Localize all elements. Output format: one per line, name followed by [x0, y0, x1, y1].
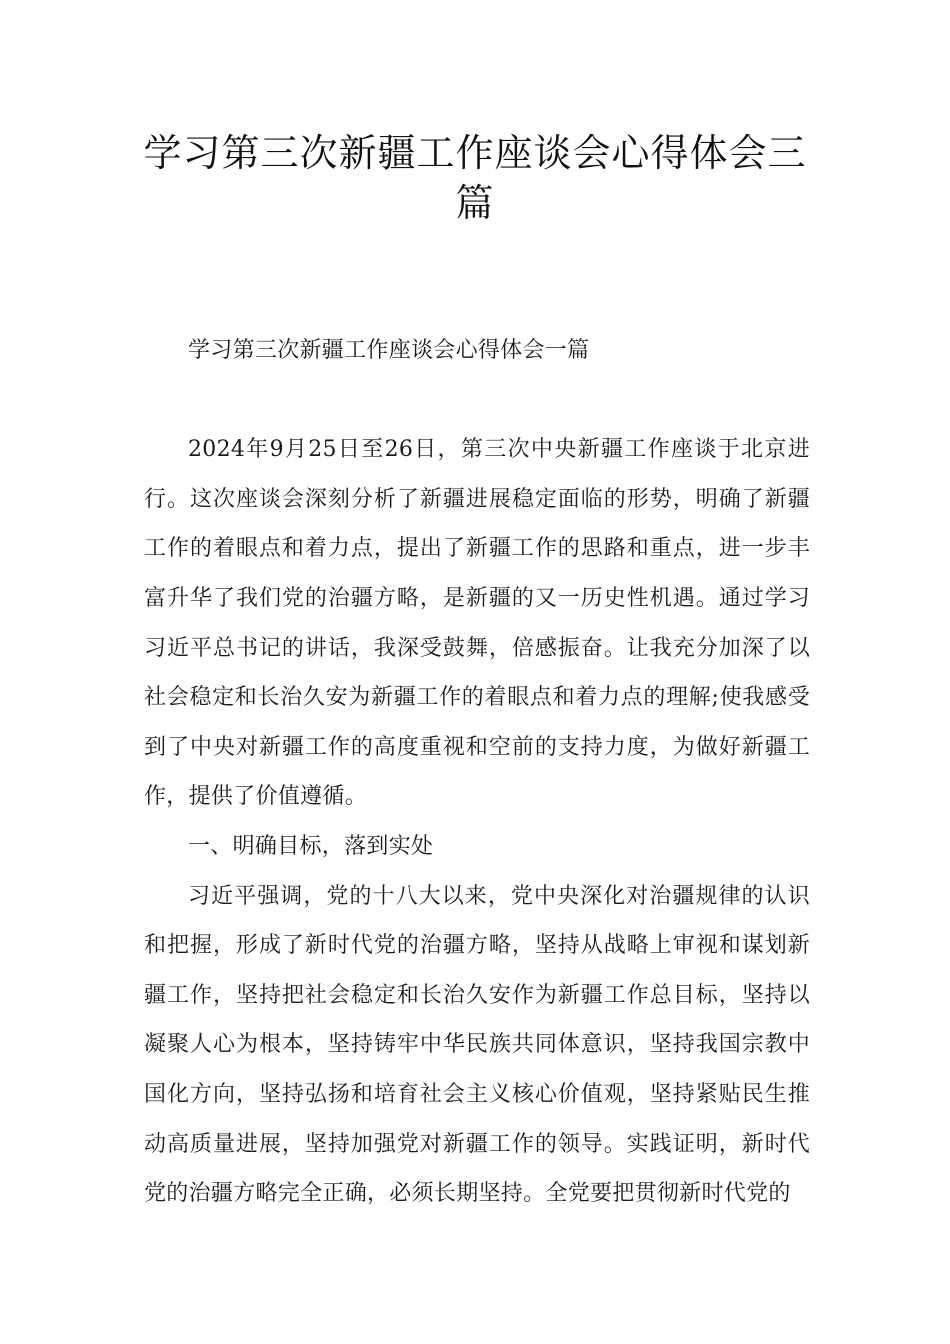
document-subtitle: 学习第三次新疆工作座谈会心得体会一篇 [188, 338, 590, 363]
body-paragraph-section-1: 习近平强调，党的十八大以来，党中央深化对治疆规律的认识和把握，形成了新时代党的治疆方略，坚持从战略上审视和谋划新疆工作，坚持把社会稳定和长治久安作为新疆工作总目标，坚持以凝聚人心为根本，坚持铸牢中华民族共同体意识，坚持我国宗教中国化方向，坚持弘扬和培育社会主义核心价值观，坚持紧贴民生推动高质量进展，坚持加强党对新疆工作的领导。实践证明，新时代党的治疆方略完全正确，必须长期坚持。全党要把贯彻新时代党的 [144, 883, 810, 1207]
document-title: 学习第三次新疆工作座谈会心得体会三篇 [143, 131, 807, 225]
body-paragraph-intro: 2024年9月25日至26日，第三次中央新疆工作座谈于北京进行。这次座谈会深刻分析了新疆进展稳定面临的形势，明确了新疆工作的着眼点和着力点，提出了新疆工作的思路和重点，进一步丰富升华了我们党的治疆方略，是新疆的又一历史性机遇。通过学习习近平总书记的讲话，我深受鼓舞，倍感振奋。让我充分加深了以社会稳定和长治久安为新疆工作的着眼点和着力点的理解;使我感受到了中央对新疆工作的高度重视和空前的支持力度，为做好新疆工作，提供了价值遵循。 [144, 437, 810, 810]
section-heading-1: 一、明确目标，落到实处 [188, 833, 434, 859]
document-body [144, 326, 810, 1219]
